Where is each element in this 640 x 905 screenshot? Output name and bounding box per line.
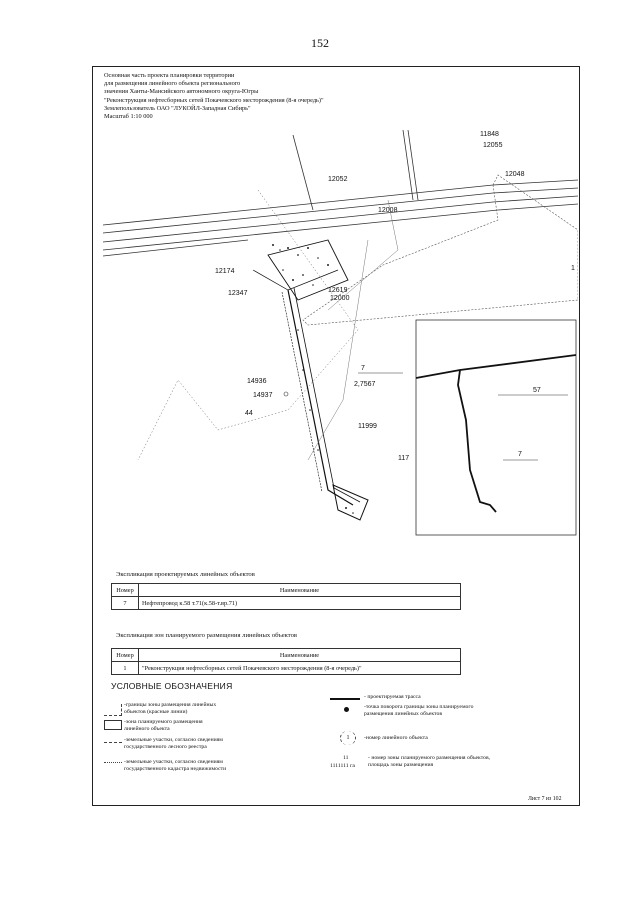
header-line: Землепользователь ОАО "ЛУКОЙЛ-Западная Сибирь"	[104, 104, 251, 112]
inset-label: 7	[518, 451, 522, 458]
parcel-label: 12347	[228, 290, 248, 297]
field-parcel	[303, 175, 578, 325]
row-name: "Реконструкция нефтесборных сетей Покачевского месторождения (8-я очередь)"	[139, 662, 461, 675]
parcel-label: 12055	[483, 142, 503, 149]
legend-item: - номер зоны планируемого размещения объектов, площадь зоны размещения	[368, 755, 491, 769]
page-number: 152	[311, 36, 329, 50]
pipeline-corridor	[253, 240, 368, 520]
zone-area-sample: 1111111 га	[330, 763, 355, 769]
legend-title: УСЛОВНЫЕ ОБОЗНАЧЕНИЯ	[111, 681, 233, 691]
object-area-label: 2,7567	[354, 381, 376, 388]
object-number-swatch: 1	[340, 731, 356, 745]
col-name-header: Наименование	[139, 584, 461, 597]
parcel-label: 12048	[505, 171, 525, 178]
parcel-label: 12619	[328, 287, 348, 294]
legend-item: -земельные участки, согласно сведениям государственного кадастра недвижимости	[124, 759, 227, 773]
road-corridors	[103, 130, 578, 256]
table2-title: Экспликация зон планируемого размещения линейных объектов	[116, 632, 298, 639]
forest-parcel-swatch	[104, 742, 122, 743]
turn-point-icon	[284, 392, 288, 396]
col-number-header: Номер	[112, 649, 139, 662]
header-line: Основная часть проекта планировки территории	[104, 72, 235, 79]
red-line-swatch	[104, 704, 122, 716]
parcel-label: 12174	[215, 268, 235, 275]
parcel-label: 44	[245, 410, 253, 417]
work-area-dots	[272, 244, 354, 514]
parcel-label: 11999	[358, 423, 377, 430]
row-number: 7	[112, 597, 139, 610]
linear-objects-table	[111, 583, 461, 610]
route-swatch	[330, 698, 360, 700]
parcel-label: 12000	[330, 295, 350, 302]
zone-number-sample: 11	[343, 755, 349, 761]
col-number-header: Номер	[112, 584, 139, 597]
forest-parcel-boundary	[138, 190, 358, 460]
parcel-label: 117	[398, 455, 410, 462]
legend-item: -зона планируемого размещения линейного объекта	[124, 719, 203, 733]
legend-item: -земельные участки, согласно сведениям государственного лесного реестра	[124, 737, 223, 751]
parcel-label: 1	[571, 265, 575, 272]
turn-point-icon	[344, 707, 349, 712]
legend-item: -границы зоны размещения линейных объектов (красные линии)	[124, 702, 217, 716]
row-name: Нефтепровод к.58 т.71(к.58-т.вр.71)	[139, 597, 461, 610]
placement-zones-table	[111, 648, 461, 675]
header-line: для размещения линейного объекта регионального	[104, 80, 241, 88]
header-line: значения Ханты-Мансийского автономного округа-Югры	[104, 88, 259, 96]
zone-swatch	[104, 720, 122, 730]
parcel-label: 14937	[253, 392, 273, 399]
sheet-header	[104, 72, 434, 121]
sheet-number: Лист 7 из 102	[528, 796, 562, 802]
table-row	[112, 597, 461, 610]
legend-item: - проектируемая трасса	[364, 694, 421, 700]
row-number: 1	[112, 662, 139, 675]
parcel-label: 12008	[378, 207, 398, 214]
legend-item: -номер линейного объекта	[364, 735, 428, 741]
header-line: Масштаб 1:10 000	[104, 113, 153, 121]
cadastre-parcel-swatch	[104, 762, 122, 763]
table-row	[112, 662, 461, 675]
parcel-label: 14936	[247, 378, 267, 385]
object-number-label: 7	[361, 365, 365, 372]
parcel-label: 11848	[480, 131, 499, 138]
parcel-label: 12052	[328, 176, 348, 183]
inset-frame	[416, 320, 576, 535]
header-line: "Реконструкция нефтесборных сетей Покачевского месторождения (8-я очередь)"	[104, 96, 324, 104]
planning-map	[98, 130, 578, 570]
col-name-header: Наименование	[139, 649, 461, 662]
inset-label: 57	[533, 387, 541, 394]
table1-title: Экспликация проектируемых линейных объектов	[116, 571, 255, 578]
legend-item: -точка поворота границы зоны планируемого размещения линейных объектов	[364, 704, 474, 718]
